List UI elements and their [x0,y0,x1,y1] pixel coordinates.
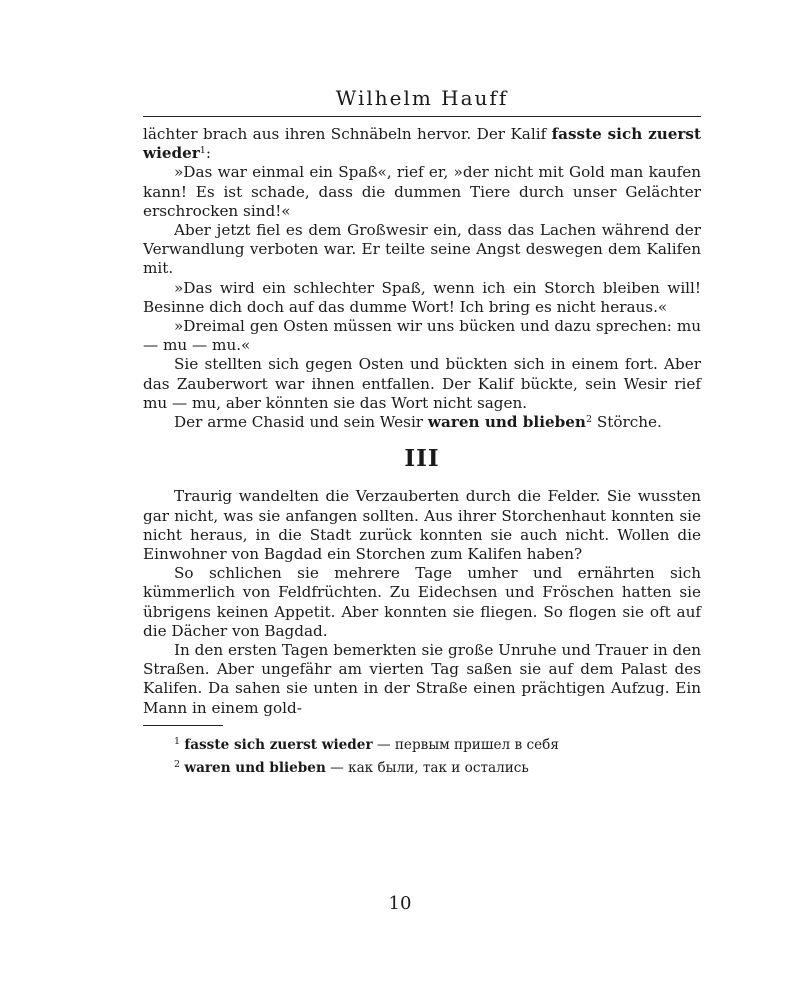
gloss-term-2: waren und blieben [427,413,586,432]
chapter-heading: III [404,445,440,473]
paragraph-8: Traurig wandelten die Verzauberten durch die Felder. Sie wussten gar nicht, was sie anfangen sollten. Aus ihrer Storchenhaut konnten sie nicht heraus, in die Stadt zurück konnten sie auch nicht. Wollen die Einwohner von Bagdad ein Storchen zum Kalifen haben? [143,487,701,564]
footnote-divider [143,725,223,726]
footnote-2-translation: — как были, так и остались [325,759,529,776]
paragraph-4: »Das wird ein schlechter Spaß, wenn ich ein Storch bleiben will! Besinne dich doch auf das dumme Wort! Ich bring es nicht heraus.« [143,278,701,316]
paragraph-2: »Das war einmal ein Spaß«, rief er, »der nicht mit Gold man kaufen kann! Es ist schade, dass die dummen Tiere durch unser Gelächter erschrocken sind!« [143,163,701,220]
book-page [143,86,701,780]
paragraph-10: In den ersten Tagen bemerkten sie große Unruhe und Trauer in den Straßen. Aber ungefähr am vierten Tag saßen sie auf dem Palast des Kalifen. Da sahen sie unten in der Straße einen prächtigen Aufzug. Ein Mann in einem gold- [143,641,701,717]
footnote-1-translation: — первым пришел в себя [372,736,559,753]
footnote-ref-2: 2 [585,414,592,426]
footnote-2-term: waren und blieben [184,759,326,776]
running-head: Wilhelm Hauff [143,86,701,117]
paragraph-3: Aber jetzt fiel es dem Großwesir ein, dass das Lachen während der Verwandlung verboten war. Er teilte seine Angst deswegen dem Kalifen mit. [143,221,701,278]
paragraph-1-end: : [205,144,211,163]
paragraph-5: »Dreimal gen Osten müssen wir uns bücken und dazu sprechen: mu — mu — mu.« [143,317,701,355]
footnote-2 [174,757,701,780]
paragraph-7-text: Der arme Chasid und sein Wesir [174,413,428,432]
footnote-1-number: 1 [174,735,181,747]
paragraph-7-end: Störche. [592,413,662,432]
footnote-ref-1: 1 [199,145,206,157]
text-body [143,125,701,718]
paragraph-6: Sie stellten sich gegen Osten und bückten sich in einem fort. Aber das Zauberwort war ihnen entfallen. Der Kalif bückte, sein Wesir rief mu — mu, aber könnten sie das Wort nicht sagen. [143,355,701,412]
footnotes [143,734,701,780]
footnote-1 [174,734,701,757]
paragraph-9: So schlichen sie mehrere Tage umher und ernährten sich kümmerlich von Feldfrüchten. Zu Eidechsen und Fröschen hatten sie übrigens keinen Appetit. Aber konnten sie fliegen. So flogen sie oft auf die Dächer von Bagdad. [143,564,701,640]
footnote-1-term: fasste sich zuerst wieder [184,736,373,753]
page-number: 10 [388,893,412,914]
paragraph-7 [143,413,701,432]
paragraph-1-text: lächter brach aus ihren Schnäbeln hervor. Der Kalif [143,125,552,143]
paragraph-1 [143,125,701,163]
footnote-2-number: 2 [174,758,181,770]
gloss-term-1: fasste sich zuerst wieder [143,125,701,163]
